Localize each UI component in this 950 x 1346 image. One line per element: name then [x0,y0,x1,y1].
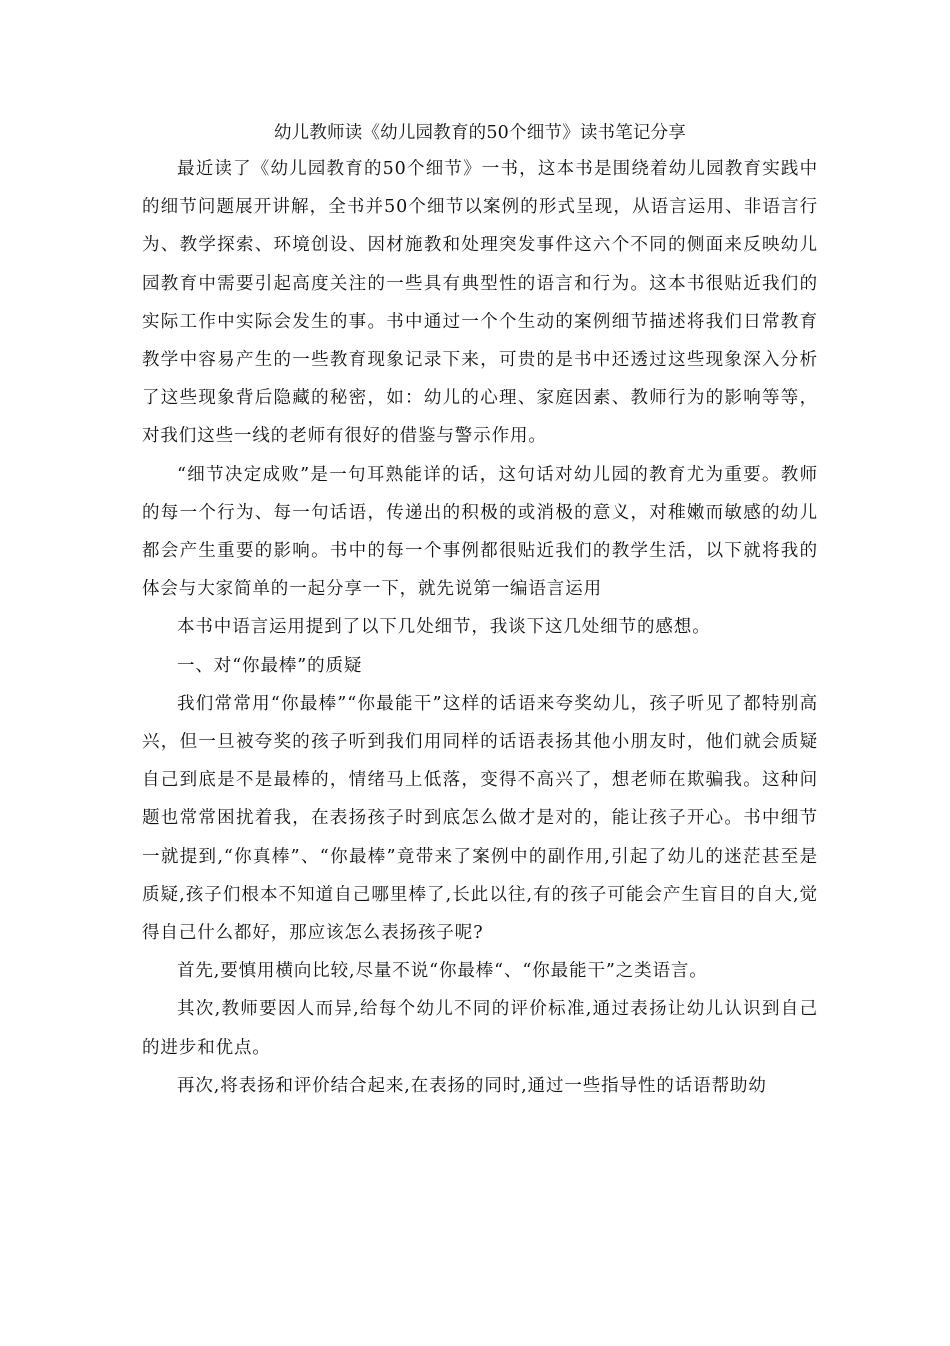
paragraph-first-point: 首先,要慎用横向比较,尽量不说“你最棒“、“你最能干”之类语言。 [177,961,708,982]
paragraph-second-point: 其次,教师要因人而异,给每个幼儿不同的评价标准,通过表扬让幼儿认识到自己的进步和优点。 [142,999,818,1058]
paragraph-third-point: 再次,将表扬和评价结合起来,在表扬的同时,通过一些指导性的话语帮助幼 [177,1075,767,1096]
document-title: 幼儿教师读《幼儿园教育的50个细节》读书笔记分享 [273,123,687,143]
paragraph-language-usage: 本书中语言运用提到了以下几处细节，我谈下这几处细节的感想。 [177,617,711,638]
document-body [142,116,818,1105]
paragraph-details-matter: “细节决定成败”是一句耳熟能详的话，这句话对幼儿园的教育尤为重要。教师的每一个行为、每一句话语，传递出的积极的或消极的意义，对稚嫩而敏感的幼儿都会产生重要的影响。书中的每一个事例都很贴近我们的教学生活，以下就将我的体会与大家简单的一起分享一下，就先说第一编语言运用 [142,464,818,600]
paragraph-praise-question: 我们常常用“你最棒”“你最能干”这样的话语来夸奖幼儿，孩子听见了都特别高兴，但一旦被夸奖的孩子听到我们用同样的话语表扬其他小朋友时，他们就会质疑自己到底是不是最棒的，情绪马上低落，变得不高兴了，想老师在欺骗我。这种问题也常常困扰着我，在表扬孩子时到底怎么做才是对的，能让孩子开心。书中细节一就提到,“你真棒”、“你最棒”竟带来了案例中的副作用,引起了幼儿的迷茫甚至是质疑,孩子们根本不知道自己哪里棒了,长此以往,有的孩子可能会产生盲目的自大,觉得自己什么都好，那应该怎么表扬孩子呢? [142,693,818,944]
section-heading-1: 一、对“你最棒”的质疑 [177,655,363,676]
paragraph-intro: 最近读了《幼儿园教育的50个细节》一书，这本书是围绕着幼儿园教育实践中的细节问题展开讲解，全书并50个细节以案例的形式呈现，从语言运用、非语言行为、教学探索、环境创设、因材施教和处理突发事件这六个不同的侧面来反映幼儿园教育中需要引起高度关注的一些具有典型性的语言和行为。这本书很贴近我们的实际工作中实际会发生的事。书中通过一个个生动的案例细节描述将我们日常教育教学中容易产生的一些教育现象记录下来，可贵的是书中还透过这些现象深入分析了这些现象背后隐藏的秘密，如：幼儿的心理、家庭因素、教师行为的影响等等，对我们这些一线的老师有很好的借鉴与警示作用。 [142,159,818,447]
